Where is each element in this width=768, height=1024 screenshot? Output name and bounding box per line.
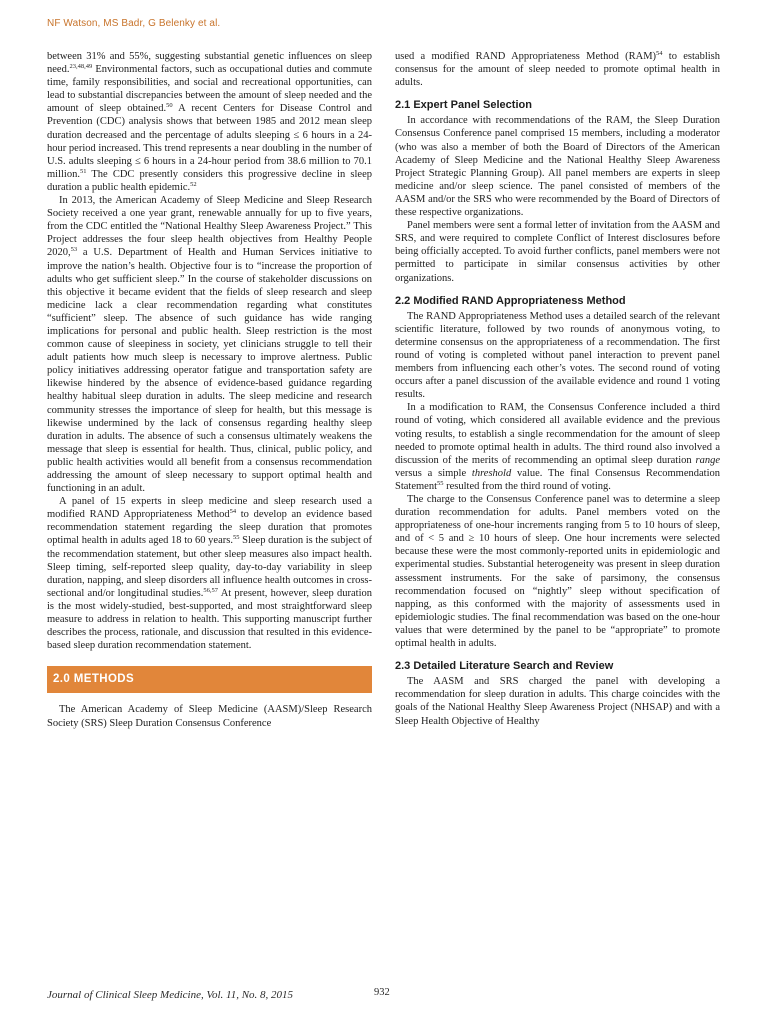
subsection-heading-2-2: 2.2 Modified RAND Appropriateness Method	[395, 294, 626, 307]
citation: 53	[70, 246, 78, 254]
right-paragraph-2: In accordance with recommendations of the RAM, the Sleep Duration Consensus Conference panel comprised 15 members, including a moderator (who was also a member of both the Board of Directors of the American Academy of Sleep Medicine and the National Healthy Sleep Awareness Project Strategic Planning Group). All panel members are experts in sleep medicine and/or sleep science. The panel consisted of members of the AASM and/or the SRS who were recommended by the Board of Directors of these respective organizations.	[395, 115, 720, 219]
right-paragraph-3: Panel members were sent a formal letter of invitation from the AASM and SRS, and were required to complete Conflict of Interest disclosures before being officially accepted. To avoid further conflicts, panel members were not permitted to participate in similar consensus activities by other organizations.	[395, 220, 720, 284]
citation: 52	[190, 180, 197, 188]
page-number: 932	[374, 987, 390, 998]
right-paragraph-4: The RAND Appropriateness Method uses a detailed search of the relevant scientific literature, followed by two rounds of anonymous voting, to determine consensus on the appropriateness of a recommendation. The first round of voting is completed without panel interaction to prevent panel members from influencing each other’s votes. The second round of voting occurs after a panel discussion of the available evidence and round 1 voting results.	[395, 310, 720, 401]
right-column	[395, 50, 720, 728]
subsection-heading-2-3: 2.3 Detailed Literature Search and Review	[395, 660, 614, 673]
left-paragraph-4: The American Academy of Sleep Medicine (AASM)/Sleep Research Society (SRS) Sleep Duration Consensus Conference	[47, 704, 372, 729]
citation: 55	[437, 479, 444, 487]
citation: 55	[232, 534, 240, 542]
right-paragraph-6: The charge to the Consensus Conference panel was to determine a sleep duration recommendation for adults. Panel members voted on the appropriateness of one-hour increments ranging from 5 to 10 hours of sleep, and of < 5 and ≥ 10 hours of sleep. One hour increments were selected because these were the most commonly-reported units in epidemiologic and experimental studies. Substantial heterogeneity was present in sleep duration assessment instruments. For the sake of parsimony, the consensus recommendation focused on “nightly” sleep without specification of napping, as this conformed with the majority of assessments used in epidemiologic studies. The final recommendation was based on the one-hour values that were determined by the panel to be “appropriate” to promote optimal health in adults.	[395, 494, 720, 650]
methods-section-heading: 2.0 METHODS	[47, 666, 372, 693]
citation: 56,57	[203, 586, 219, 594]
subsection-heading-2-1: 2.1 Expert Panel Selection	[395, 99, 532, 112]
running-head-authors: NF Watson, MS Badr, G Belenky et al.	[47, 18, 221, 29]
left-column	[47, 50, 372, 730]
right-paragraph-1: used a modified RAND Appropriateness Method (RAM)$^{54}$ to establish consensus for the amount of sleep needed to promote optimal health in adults.	[395, 50, 720, 89]
citation: 54	[656, 50, 663, 57]
right-paragraph-5: In a modification to RAM, the Consensus Conference included a third round of voting, which considered all available evidence and the previous voting results, to establish a single recommendation for the amount of sleep needed to promote optimal health in adults. The third round also involved a discussion of the merits of recommending an optimal sleep duration range versus a simple threshold value. The final Consensus Recommendation Statement$^{55}$ resulted from the third round of voting.	[395, 402, 720, 492]
citation: 51	[79, 167, 87, 175]
footer-journal-citation: Journal of Clinical Sleep Medicine, Vol. 11, No. 8, 2015	[47, 989, 294, 1001]
left-paragraph-3: A panel of 15 experts in sleep medicine and sleep research used a modified RAND Appropriateness Method$^{54}$ to develop an evidence based recommendation statement regarding the sleep duration that promotes optimal health in adults aged 18 to 60 years.$^{55}$ Sleep duration is the subject of the recommendation statement, but other sleep measures also impact health. Sleep timing, self-reported sleep quality, day-to-day variability in sleep duration, napping, and sleep disorders all influence health outcomes in cross-sectional and/or longitudinal studies.$^{56,57}$ At present, however, sleep duration is the most widely-studied, best-supported, and most straightforward sleep measure to address in relation to health. This supporting manuscript further describes the process, rationale, and discussion that resulted in this evidence-based sleep duration recommendation statement.	[47, 496, 373, 652]
left-paragraph-2: In 2013, the American Academy of Sleep Medicine and Sleep Research Society received a one year grant, renewable annually for up to five years, from the CDC entitled the “National Healthy Sleep Awareness Project.” This Project addresses the four sleep health objectives from Healthy People 2020,53 a U.S. Department of Health and Human Services initiative to improve the nation’s health. Objective four is to “increase the proportion of adults who get sufficient sleep.” In the course of stakeholder discussions on this objective it became evident that the fields of sleep research and sleep medicine lack a clear recommendation regarding what constitutes “sufficient” sleep. The absence of such guidance has wide ranging implications for personal and public health. Sleep restriction is the most common cause of sleepiness in society, yet clinicians struggle to tell their adult patients how much sleep is necessary to improve alertness. Public policy initiatives addressing operator fatigue and transportation safety are likewise hindered by the absence of evidence-based guidance regarding healthy habitual sleep duration in adults. The sleep medicine and research community stresses the importance of sleep for health, but this message is likewise undermined by the lack of consensus regarding healthy sleep duration in adults. The absence of such a consensus ultimately weakens the message that sleep is essential for health. Thus, clinical, public policy, and public health activities would all benefit from a consensus recommendation addressing the amount of sleep necessary to support optimal health and functioning in an adult.	[47, 195, 372, 495]
citation: 23,48,49	[69, 63, 93, 71]
citation: 50	[166, 102, 173, 110]
right-paragraph-7: The AASM and SRS charged the panel with developing a recommendation for sleep duration in adults. This charge coincides with the goals of the National Healthy Sleep Awareness Project (NHSAP) and with a Sleep Health Objective of Healthy	[395, 676, 720, 727]
left-paragraph-1: between 31% and 55%, suggesting substantial genetic influences on sleep need.$^{23,48,49}$ Environmental factors, such as occupational duties and commute time, family responsibilities, and social and recreational opportunities, can lead to substantial discrepancies between the amount of sleep needed and the amount of sleep obtained.$^{50}$ A recent Centers for Disease Control and Prevention (CDC) analysis shows that between 1985 and 2012 mean sleep duration decreased and the percentage of adults sleeping ≤ 6 hours in a 24-hour period increased. This trend represents a near doubling in the number of U.S. adults sleeping ≤ 6 hours in a 24-hour period from 38.6 million to 70.1 million.$^{51}$ The CDC presently considers this progressive decline in sleep duration a public health epidemic.$^{52}$	[47, 51, 372, 193]
citation: 54	[229, 508, 237, 516]
